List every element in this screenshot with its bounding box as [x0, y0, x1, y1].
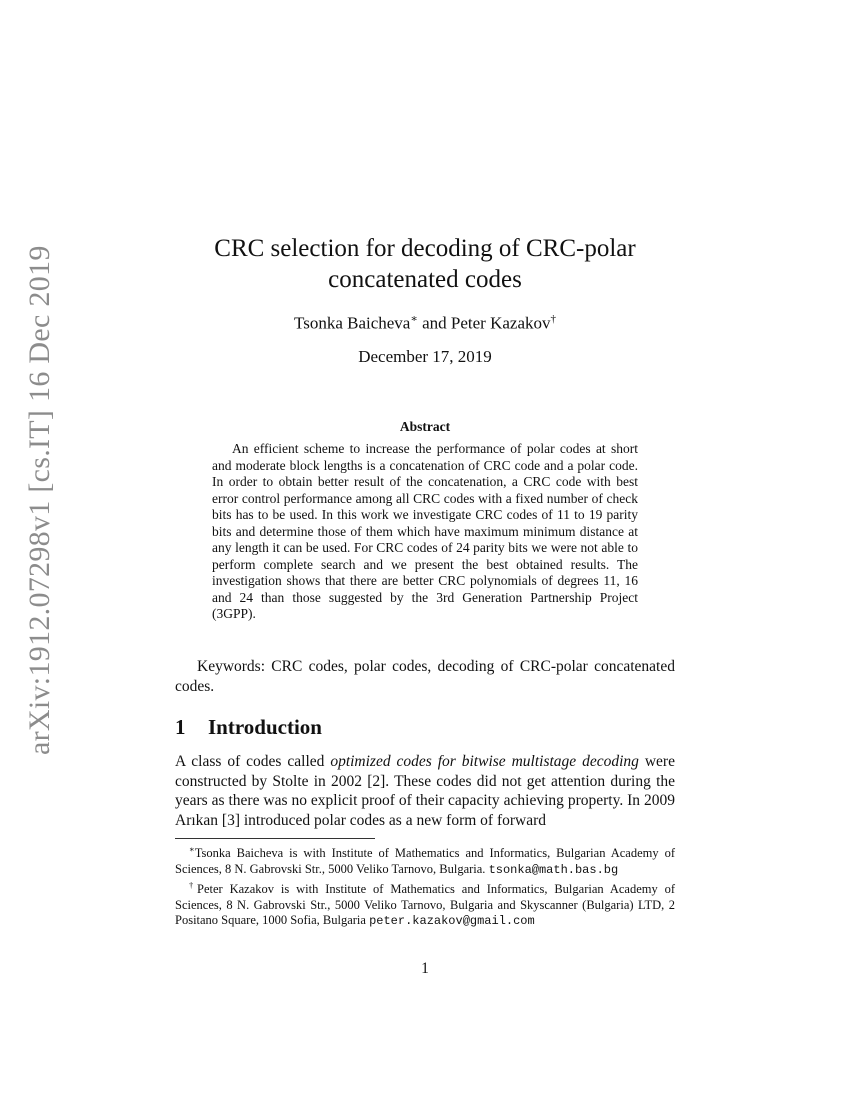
- author-list: [175, 312, 675, 334]
- title-line-1: CRC selection for decoding of CRC-polar: [214, 235, 636, 262]
- footnote-marker: ∗: [410, 313, 418, 325]
- footnote-text: Peter Kazakov is with Institute of Mathematics and Informatics, Bulgarian Academy of Sciences, 8 N. Gabrovski Str., 5000 Veliko Tarnovo, Bulgaria and Skyscanner (Bulgaria) LTD, 2 Positano Square, 1000 Sofia, Bulgaria: [175, 882, 676, 928]
- title-line-2: concatenated codes: [328, 266, 522, 293]
- author-name: Tsonka Baicheva: [294, 313, 411, 333]
- footnote-1: [175, 842, 675, 878]
- intro-italic-phrase: optimized codes for bitwise multistage decoding: [330, 753, 639, 770]
- footnote-text: Tsonka Baicheva is with Institute of Mathematics and Informatics, Bulgarian Academy of Sciences, 8 N. Gabrovski Str., 5000 Veliko Tarnovo, Bulgaria.: [175, 846, 675, 876]
- email-address[interactable]: peter.kazakov@gmail.com: [369, 914, 535, 929]
- abstract-text: An efficient scheme to increase the performance of polar codes at short and moderate block lengths is a concatenation of CRC code and a polar code. In order to obtain better result of the concatenation, a CRC code with best error control performance among all CRC codes with a fixed number of check bits has to be used. In this work we investigate CRC codes of 11 to 19 parity bits and determine those of them which have maximum minimum distance at any length it can be used. For CRC codes of 24 parity bits we were not able to perform complete search and we present the best obtained results. The investigation shows that there are better CRC polynomials of degrees 11, 16 and 24 than those suggested by the 3rd Generation Partnership Project (3GPP).: [212, 441, 638, 621]
- publication-date: December 17, 2019: [358, 347, 492, 366]
- email-address[interactable]: tsonka@math.bas.bg: [488, 862, 619, 877]
- intro-text-rest: were constructed by Stolte in 2002 [2]. These codes did not get attention during the years as there was no explicit proof of their capacity achieving property. In 2009 Arıkan [3] introduced polar codes as a new form of forward: [175, 753, 675, 829]
- introduction-paragraph: [175, 752, 675, 830]
- section-heading: [175, 715, 322, 740]
- footnote-rule: [175, 838, 375, 839]
- intro-text-start: A class of codes called: [175, 753, 331, 770]
- page-number: 1: [421, 960, 429, 977]
- footnote-marker: †: [550, 313, 556, 325]
- author-conjunction: and: [422, 313, 447, 333]
- author-name: Peter Kazakov: [450, 313, 551, 333]
- section-number: 1: [175, 715, 186, 739]
- abstract-heading: Abstract: [399, 419, 451, 434]
- paper-title: [175, 233, 675, 295]
- arxiv-identifier: arXiv:1912.07298v1 [cs.IT] 16 Dec 2019: [23, 245, 56, 755]
- footnote-marker: ∗: [189, 844, 195, 854]
- footnotes: [175, 842, 675, 930]
- section-title: Introduction: [208, 715, 322, 739]
- keywords-paragraph: Keywords: CRC codes, polar codes, decoding of CRC-polar concatenated codes.: [175, 658, 675, 695]
- footnote-marker: †: [189, 880, 198, 891]
- footnote-2: [175, 878, 675, 930]
